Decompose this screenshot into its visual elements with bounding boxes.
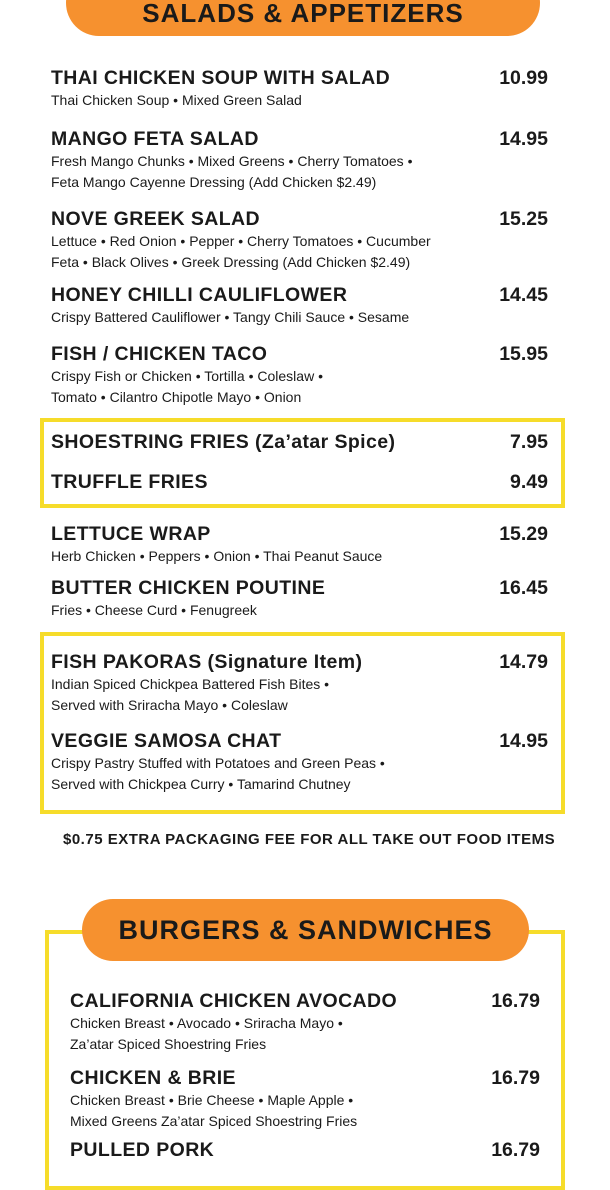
item-description: Chicken Breast • Avocado • Sriracha Mayo • bbox=[70, 1015, 343, 1031]
item-price: 16.79 bbox=[491, 990, 540, 1012]
menu-item-honey-chilli-cauliflower bbox=[51, 283, 548, 328]
item-price: 16.79 bbox=[491, 1067, 540, 1089]
item-description: Mixed Greens Za’atar Spiced Shoestring Fries bbox=[70, 1112, 358, 1129]
item-price: 15.95 bbox=[499, 343, 548, 365]
item-name: VEGGIE SAMOSA CHAT bbox=[51, 730, 282, 752]
menu-item-fish-chicken-taco bbox=[51, 342, 548, 407]
item-description: Feta Mango Cayenne Dressing (Add Chicken $2.49) bbox=[51, 173, 377, 190]
item-price: 14.45 bbox=[499, 284, 548, 306]
item-price: 9.49 bbox=[510, 471, 548, 493]
menu-item-butter-chicken-poutine bbox=[51, 576, 548, 621]
menu-item-truffle-fries bbox=[51, 470, 548, 494]
item-name: FISH / CHICKEN TACO bbox=[51, 343, 268, 365]
item-price: 15.25 bbox=[499, 208, 548, 230]
item-description: Za’atar Spiced Shoestring Fries bbox=[70, 1035, 267, 1052]
item-description: Fries • Cheese Curd • Fenugreek bbox=[51, 602, 257, 618]
item-description: Thai Chicken Soup • Mixed Green Salad bbox=[51, 92, 302, 108]
item-description: Indian Spiced Chickpea Battered Fish Bites • bbox=[51, 676, 330, 692]
item-price: 14.95 bbox=[499, 128, 548, 150]
item-description: Fresh Mango Chunks • Mixed Greens • Cherry Tomatoes • bbox=[51, 153, 413, 169]
item-name: THAI CHICKEN SOUP WITH SALAD bbox=[51, 67, 391, 89]
item-description: Tomato • Cilantro Chipotle Mayo • Onion bbox=[51, 388, 302, 405]
item-name: CALIFORNIA CHICKEN AVOCADO bbox=[70, 990, 398, 1012]
menu-item-veggie-samosa-chat bbox=[51, 729, 548, 794]
item-description: Served with Chickpea Curry • Tamarind Chutney bbox=[51, 775, 351, 792]
item-name: TRUFFLE FRIES bbox=[51, 471, 208, 493]
packaging-fee-note: $0.75 EXTRA PACKAGING FEE FOR ALL TAKE OUT FOOD ITEMS bbox=[63, 831, 556, 848]
item-price: 10.99 bbox=[499, 67, 548, 89]
item-description: Crispy Battered Cauliflower • Tangy Chili Sauce • Sesame bbox=[51, 309, 410, 325]
item-description: Lettuce • Red Onion • Pepper • Cherry Tomatoes • Cucumber bbox=[51, 233, 431, 249]
menu-item-california-chicken-avocado bbox=[70, 989, 540, 1054]
item-description: Crispy Pastry Stuffed with Potatoes and Green Peas • bbox=[51, 755, 385, 771]
menu-item-nove-greek-salad bbox=[51, 207, 548, 272]
section-banner-salads: SALADS & APPETIZERS bbox=[66, 0, 540, 36]
item-name: PULLED PORK bbox=[70, 1139, 215, 1161]
item-price: 15.29 bbox=[499, 523, 548, 545]
item-price: 7.95 bbox=[510, 431, 548, 453]
item-price: 14.79 bbox=[499, 651, 548, 673]
item-name: BUTTER CHICKEN POUTINE bbox=[51, 577, 326, 599]
menu-item-fish-pakoras bbox=[51, 650, 548, 715]
menu-item-shoestring-fries bbox=[51, 430, 548, 454]
item-name: FISH PAKORAS (Signature Item) bbox=[51, 651, 363, 673]
item-name: MANGO FETA SALAD bbox=[51, 128, 259, 150]
item-description: Served with Sriracha Mayo • Coleslaw bbox=[51, 696, 288, 713]
item-description: Chicken Breast • Brie Cheese • Maple Apple • bbox=[70, 1092, 354, 1108]
item-description: Herb Chicken • Peppers • Onion • Thai Peanut Sauce bbox=[51, 548, 383, 564]
section-banner-burgers: BURGERS & SANDWICHES bbox=[82, 899, 529, 961]
item-name: SHOESTRING FRIES (Za’atar Spice) bbox=[51, 431, 396, 453]
menu-item-pulled-pork bbox=[70, 1138, 540, 1162]
item-name: LETTUCE WRAP bbox=[51, 523, 211, 545]
menu-item-thai-chicken-soup bbox=[51, 66, 548, 111]
menu-item-lettuce-wrap bbox=[51, 522, 548, 567]
item-description: Feta • Black Olives • Greek Dressing (Add Chicken $2.49) bbox=[51, 253, 411, 270]
item-name: CHICKEN & BRIE bbox=[70, 1067, 236, 1089]
item-description: Crispy Fish or Chicken • Tortilla • Coleslaw • bbox=[51, 368, 323, 384]
item-price: 16.45 bbox=[499, 577, 548, 599]
item-name: HONEY CHILLI CAULIFLOWER bbox=[51, 284, 348, 306]
menu-item-mango-feta-salad bbox=[51, 127, 548, 192]
item-price: 16.79 bbox=[491, 1139, 540, 1161]
menu-item-chicken-brie bbox=[70, 1066, 540, 1131]
item-price: 14.95 bbox=[499, 730, 548, 752]
item-name: NOVE GREEK SALAD bbox=[51, 208, 261, 230]
